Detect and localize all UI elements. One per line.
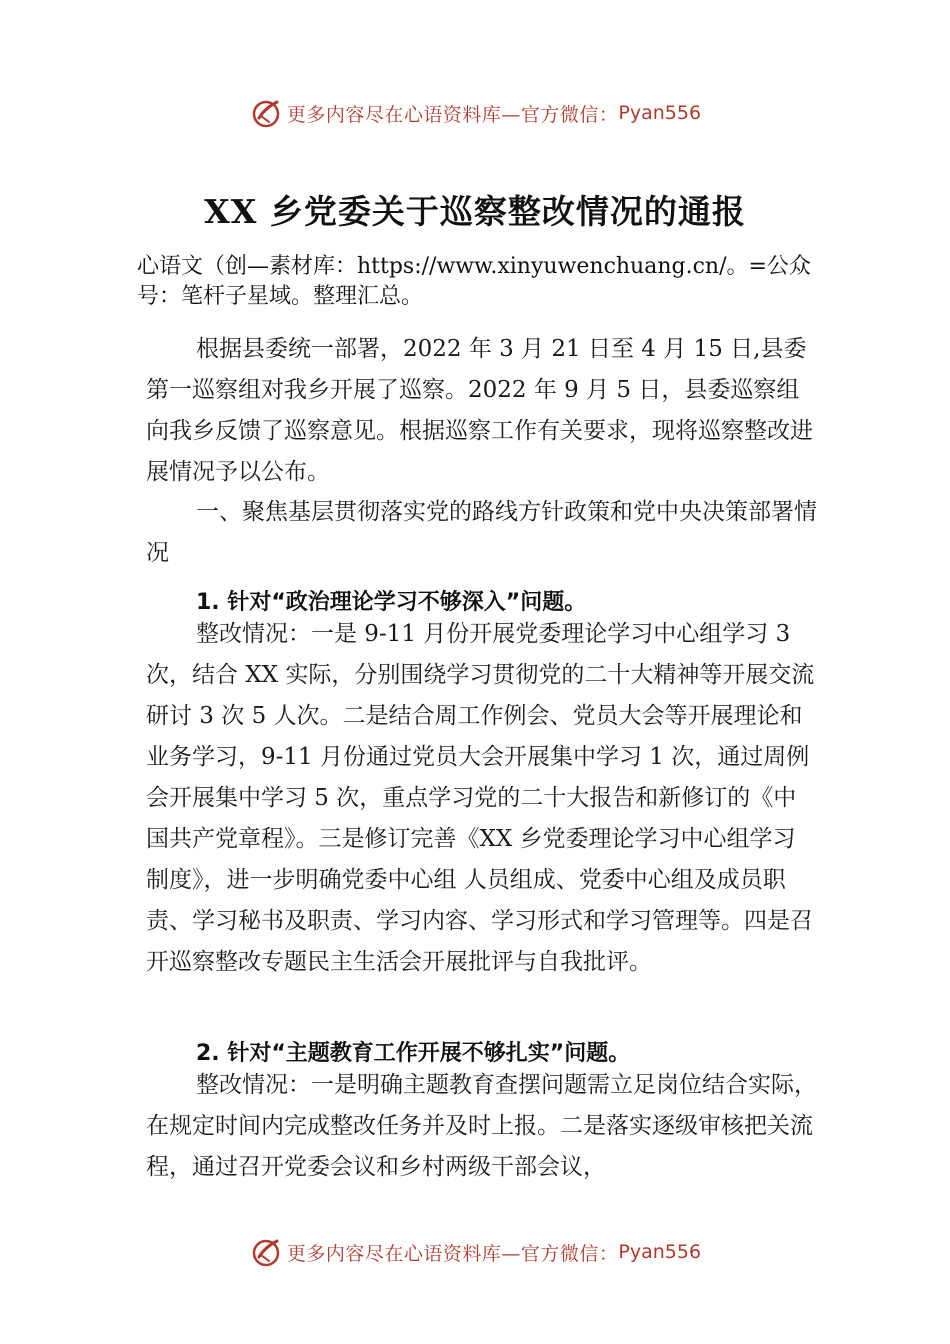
item-heading-two: 2. 针对“主题教育工作开展不够扎实”问题。 [196, 1041, 631, 1066]
item-body-two: 整改情况：一是明确主题教育查摆问题需立足岗位结合实际，在规定时间内完成整改任务并及时上报。二是落实逐级审核把关流程，通过召开党委会议和乡村两级干部会议， [146, 1072, 817, 1180]
brush-circle-logo-icon [249, 1235, 283, 1269]
item-heading-one: 1. 针对“政治理论学习不够深入”问题。 [196, 590, 587, 615]
watermark-text: 更多内容尽在心语资料库—官方微信： [286, 103, 619, 126]
watermark-wechat-id: Pyan556 [618, 102, 702, 124]
section-heading-one: 一、聚焦基层贯彻落实党的路线方针政策和党中央决策部署情况 [146, 499, 817, 566]
intro-paragraph: 根据县委统一部署，2022 年 3 月 21 日至 4 月 15 日,县委第一巡察组对我乡开展了巡察。2022 年 9 月 5 日，县委巡察组向我乡反馈了巡察意见。根据巡察工作有关要求，现将巡察整改进展情况予以公布。 [146, 336, 813, 485]
source-note: 心语文（创—素材库：https://www.xinyuwenchuang.cn/。=公众号：笔杆子星域。整理汇总。 [137, 254, 811, 309]
header-watermark [0, 93, 950, 133]
document-title: XX 乡党委关于巡察整改情况的通报 [204, 192, 746, 231]
item-body-one: 整改情况：一是 9-11 月份开展党委理论学习中心组学习 3 次，结合 XX 实际，分别围绕学习贯彻党的二十大精神等开展交流研讨 3 次 5 人次。二是结合周工作例会、党员大会等开展理论和业务学习，9-11 月份通过党员大会开展集中学习 1 次，通过周例会开展集中学习 5 次，重点学习党的二十大报告和新修订的《中国共产党章程》。三是修订完善《XX 乡党委理论学习中心组学习制度》，进一步明确党委中心组 人员组成、党委中心组及成员职责、学习秘书及职责、学习内容、学习形式和学习管理等。四是召开巡察整改专题民主生活会开展批评与自我批评。 [146, 621, 815, 975]
brush-circle-logo-icon [249, 96, 283, 130]
footer-watermark [0, 1232, 950, 1272]
watermark-wechat-id: Pyan556 [618, 1241, 702, 1263]
watermark-text: 更多内容尽在心语资料库—官方微信： [286, 1242, 619, 1265]
